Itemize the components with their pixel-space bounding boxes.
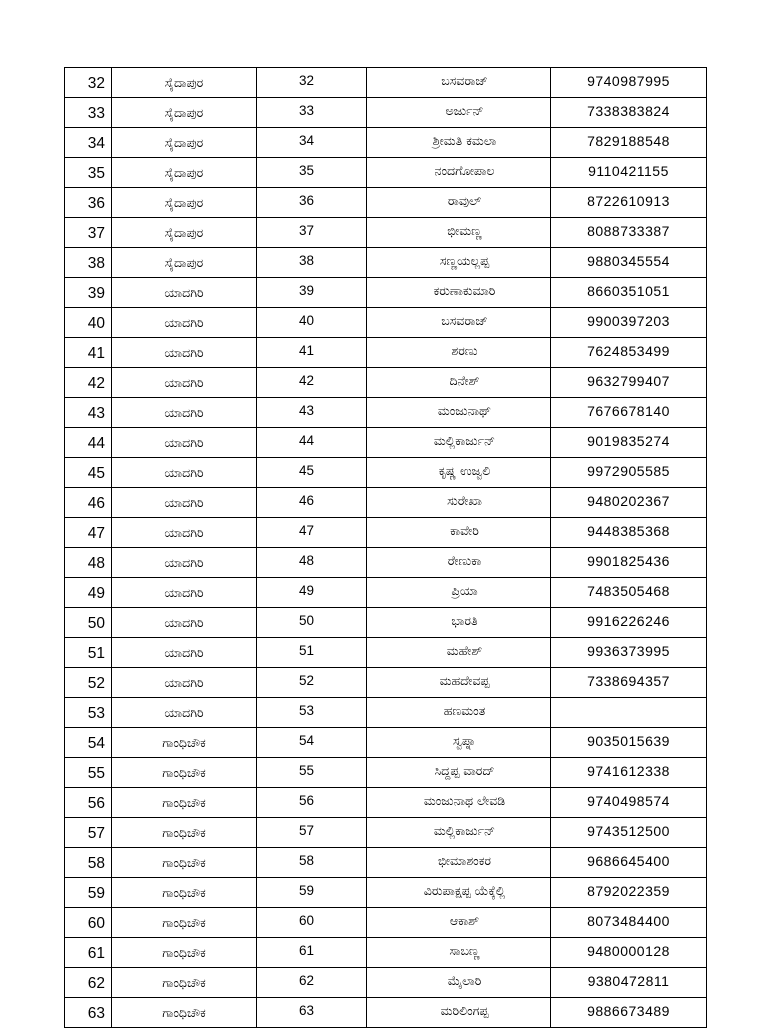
serial-number-cell: 55 bbox=[65, 758, 112, 788]
ward-number-cell: 44 bbox=[257, 428, 367, 458]
phone-number-cell: 7338694357 bbox=[551, 668, 707, 698]
table-row bbox=[65, 98, 707, 128]
table-row bbox=[65, 908, 707, 938]
serial-number-cell: 44 bbox=[65, 428, 112, 458]
person-name-cell: ಕಾವೇರಿ bbox=[367, 518, 551, 548]
table-row bbox=[65, 338, 707, 368]
table-row bbox=[65, 428, 707, 458]
serial-number-cell: 59 bbox=[65, 878, 112, 908]
place-cell: ಸೈದಾಪುರ bbox=[112, 188, 257, 218]
table-row bbox=[65, 278, 707, 308]
table-row bbox=[65, 218, 707, 248]
person-name-cell: ಶರಣು bbox=[367, 338, 551, 368]
contact-table bbox=[64, 67, 707, 1028]
ward-number-cell: 42 bbox=[257, 368, 367, 398]
person-name-cell: ಮರಿಲಿಂಗಪ್ಪ bbox=[367, 998, 551, 1028]
ward-number-cell: 32 bbox=[257, 68, 367, 98]
table-row bbox=[65, 668, 707, 698]
phone-number-cell: 9936373995 bbox=[551, 638, 707, 668]
place-cell: ಸೈದಾಪುರ bbox=[112, 248, 257, 278]
table-row bbox=[65, 968, 707, 998]
serial-number-cell: 58 bbox=[65, 848, 112, 878]
serial-number-cell: 50 bbox=[65, 608, 112, 638]
place-cell: ಯಾದಗಿರಿ bbox=[112, 428, 257, 458]
phone-number-cell: 7338383824 bbox=[551, 98, 707, 128]
phone-number-cell: 8722610913 bbox=[551, 188, 707, 218]
person-name-cell: ಪ್ರಿಯಾ bbox=[367, 578, 551, 608]
ward-number-cell: 50 bbox=[257, 608, 367, 638]
phone-number-cell: 9686645400 bbox=[551, 848, 707, 878]
table-row bbox=[65, 158, 707, 188]
phone-number-cell: 9743512500 bbox=[551, 818, 707, 848]
table-row bbox=[65, 578, 707, 608]
serial-number-cell: 49 bbox=[65, 578, 112, 608]
person-name-cell: ಬಸವರಾಜ್ bbox=[367, 308, 551, 338]
ward-number-cell: 53 bbox=[257, 698, 367, 728]
ward-number-cell: 33 bbox=[257, 98, 367, 128]
place-cell: ಯಾದಗಿರಿ bbox=[112, 518, 257, 548]
person-name-cell: ಹಣಮಂತ bbox=[367, 698, 551, 728]
serial-number-cell: 63 bbox=[65, 998, 112, 1028]
ward-number-cell: 60 bbox=[257, 908, 367, 938]
ward-number-cell: 34 bbox=[257, 128, 367, 158]
phone-number-cell: 9741612338 bbox=[551, 758, 707, 788]
ward-number-cell: 36 bbox=[257, 188, 367, 218]
serial-number-cell: 62 bbox=[65, 968, 112, 998]
person-name-cell: ಆಕಾಶ್ bbox=[367, 908, 551, 938]
ward-number-cell: 57 bbox=[257, 818, 367, 848]
phone-number-cell: 9632799407 bbox=[551, 368, 707, 398]
phone-number-cell: 9880345554 bbox=[551, 248, 707, 278]
serial-number-cell: 56 bbox=[65, 788, 112, 818]
ward-number-cell: 49 bbox=[257, 578, 367, 608]
place-cell: ಯಾದಗಿರಿ bbox=[112, 398, 257, 428]
person-name-cell: ರಾವುಲ್ bbox=[367, 188, 551, 218]
person-name-cell: ಸುರೇಖಾ bbox=[367, 488, 551, 518]
ward-number-cell: 48 bbox=[257, 548, 367, 578]
phone-number-cell: 9972905585 bbox=[551, 458, 707, 488]
place-cell: ಗಾಂಧಿಚೌಕ bbox=[112, 998, 257, 1028]
place-cell: ಯಾದಗಿರಿ bbox=[112, 578, 257, 608]
table-row bbox=[65, 608, 707, 638]
person-name-cell: ಭಾರತಿ bbox=[367, 608, 551, 638]
phone-number-cell: 7483505468 bbox=[551, 578, 707, 608]
place-cell: ಯಾದಗಿರಿ bbox=[112, 638, 257, 668]
person-name-cell: ವಿರುಪಾಕ್ಷಪ್ಪ ಯೆಕ್ಕೆಲ್ಲಿ bbox=[367, 878, 551, 908]
person-name-cell: ಮಲ್ಲಿಕಾರ್ಜುನ್ bbox=[367, 818, 551, 848]
table-row bbox=[65, 638, 707, 668]
ward-number-cell: 38 bbox=[257, 248, 367, 278]
serial-number-cell: 41 bbox=[65, 338, 112, 368]
person-name-cell: ಭೀಮಣ್ಣ bbox=[367, 218, 551, 248]
serial-number-cell: 51 bbox=[65, 638, 112, 668]
table-row bbox=[65, 818, 707, 848]
place-cell: ಸೈದಾಪುರ bbox=[112, 128, 257, 158]
serial-number-cell: 47 bbox=[65, 518, 112, 548]
person-name-cell: ಭೀಮಾಶಂಕರ bbox=[367, 848, 551, 878]
ward-number-cell: 45 bbox=[257, 458, 367, 488]
place-cell: ಸೈದಾಪುರ bbox=[112, 68, 257, 98]
place-cell: ಯಾದಗಿರಿ bbox=[112, 488, 257, 518]
table-row bbox=[65, 188, 707, 218]
phone-number-cell: 9448385368 bbox=[551, 518, 707, 548]
phone-number-cell: 9019835274 bbox=[551, 428, 707, 458]
serial-number-cell: 60 bbox=[65, 908, 112, 938]
table-row bbox=[65, 998, 707, 1028]
phone-number-cell: 8088733387 bbox=[551, 218, 707, 248]
phone-number-cell: 9901825436 bbox=[551, 548, 707, 578]
phone-number-cell: 9380472811 bbox=[551, 968, 707, 998]
person-name-cell: ಮಂಜುನಾಥ್ bbox=[367, 398, 551, 428]
ward-number-cell: 62 bbox=[257, 968, 367, 998]
phone-number-cell: 7624853499 bbox=[551, 338, 707, 368]
ward-number-cell: 61 bbox=[257, 938, 367, 968]
place-cell: ಗಾಂಧಿಚೌಕ bbox=[112, 938, 257, 968]
contact-table-body bbox=[65, 68, 707, 1028]
ward-number-cell: 41 bbox=[257, 338, 367, 368]
ward-number-cell: 40 bbox=[257, 308, 367, 338]
person-name-cell: ಮಲ್ಲಿಕಾರ್ಜುನ್ bbox=[367, 428, 551, 458]
serial-number-cell: 57 bbox=[65, 818, 112, 848]
table-row bbox=[65, 128, 707, 158]
table-row bbox=[65, 308, 707, 338]
table-row bbox=[65, 728, 707, 758]
table-row bbox=[65, 698, 707, 728]
ward-number-cell: 58 bbox=[257, 848, 367, 878]
place-cell: ಸೈದಾಪುರ bbox=[112, 218, 257, 248]
serial-number-cell: 36 bbox=[65, 188, 112, 218]
table-row bbox=[65, 938, 707, 968]
person-name-cell: ಸಾಬಣ್ಣ bbox=[367, 938, 551, 968]
place-cell: ಗಾಂಧಿಚೌಕ bbox=[112, 908, 257, 938]
person-name-cell: ಅರ್ಜುನ್ bbox=[367, 98, 551, 128]
ward-number-cell: 52 bbox=[257, 668, 367, 698]
ward-number-cell: 54 bbox=[257, 728, 367, 758]
ward-number-cell: 35 bbox=[257, 158, 367, 188]
place-cell: ಗಾಂಧಿಚೌಕ bbox=[112, 758, 257, 788]
person-name-cell: ಮಂಜುನಾಥ ಲೇವಡಿ bbox=[367, 788, 551, 818]
person-name-cell: ಬಸವರಾಜ್ bbox=[367, 68, 551, 98]
place-cell: ಯಾದಗಿರಿ bbox=[112, 368, 257, 398]
phone-number-cell bbox=[551, 698, 707, 728]
phone-number-cell: 9740987995 bbox=[551, 68, 707, 98]
serial-number-cell: 42 bbox=[65, 368, 112, 398]
ward-number-cell: 51 bbox=[257, 638, 367, 668]
serial-number-cell: 35 bbox=[65, 158, 112, 188]
place-cell: ಯಾದಗಿರಿ bbox=[112, 308, 257, 338]
person-name-cell: ಮೈಲಾರಿ bbox=[367, 968, 551, 998]
phone-number-cell: 9480000128 bbox=[551, 938, 707, 968]
table-row bbox=[65, 518, 707, 548]
phone-number-cell: 9886673489 bbox=[551, 998, 707, 1028]
table-row bbox=[65, 548, 707, 578]
place-cell: ಸೈದಾಪುರ bbox=[112, 98, 257, 128]
serial-number-cell: 33 bbox=[65, 98, 112, 128]
phone-number-cell: 8660351051 bbox=[551, 278, 707, 308]
ward-number-cell: 39 bbox=[257, 278, 367, 308]
serial-number-cell: 43 bbox=[65, 398, 112, 428]
phone-number-cell: 9900397203 bbox=[551, 308, 707, 338]
place-cell: ಗಾಂಧಿಚೌಕ bbox=[112, 728, 257, 758]
serial-number-cell: 32 bbox=[65, 68, 112, 98]
serial-number-cell: 46 bbox=[65, 488, 112, 518]
phone-number-cell: 9110421155 bbox=[551, 158, 707, 188]
table-row bbox=[65, 788, 707, 818]
serial-number-cell: 45 bbox=[65, 458, 112, 488]
serial-number-cell: 53 bbox=[65, 698, 112, 728]
place-cell: ಯಾದಗಿರಿ bbox=[112, 548, 257, 578]
serial-number-cell: 52 bbox=[65, 668, 112, 698]
person-name-cell: ದಿನೇಶ್ bbox=[367, 368, 551, 398]
ward-number-cell: 46 bbox=[257, 488, 367, 518]
ward-number-cell: 59 bbox=[257, 878, 367, 908]
place-cell: ಗಾಂಧಿಚೌಕ bbox=[112, 878, 257, 908]
place-cell: ಗಾಂಧಿಚೌಕ bbox=[112, 968, 257, 998]
serial-number-cell: 37 bbox=[65, 218, 112, 248]
serial-number-cell: 39 bbox=[65, 278, 112, 308]
serial-number-cell: 54 bbox=[65, 728, 112, 758]
person-name-cell: ಸಿದ್ದಪ್ಪ ವಾರದ್ bbox=[367, 758, 551, 788]
table-row bbox=[65, 878, 707, 908]
phone-number-cell: 8792022359 bbox=[551, 878, 707, 908]
table-row bbox=[65, 398, 707, 428]
table-row bbox=[65, 848, 707, 878]
person-name-cell: ಮಹೇಶ್ bbox=[367, 638, 551, 668]
serial-number-cell: 48 bbox=[65, 548, 112, 578]
place-cell: ಯಾದಗಿರಿ bbox=[112, 338, 257, 368]
table-row bbox=[65, 248, 707, 278]
phone-number-cell: 7676678140 bbox=[551, 398, 707, 428]
ward-number-cell: 47 bbox=[257, 518, 367, 548]
person-name-cell: ಕರುಣಾಕುಮಾರಿ bbox=[367, 278, 551, 308]
place-cell: ಗಾಂಧಿಚೌಕ bbox=[112, 788, 257, 818]
table-row bbox=[65, 68, 707, 98]
phone-number-cell: 9480202367 bbox=[551, 488, 707, 518]
table-row bbox=[65, 368, 707, 398]
person-name-cell: ಮಹದೇವಪ್ಪ bbox=[367, 668, 551, 698]
place-cell: ಗಾಂಧಿಚೌಕ bbox=[112, 818, 257, 848]
ward-number-cell: 37 bbox=[257, 218, 367, 248]
serial-number-cell: 40 bbox=[65, 308, 112, 338]
phone-number-cell: 7829188548 bbox=[551, 128, 707, 158]
place-cell: ಯಾದಗಿರಿ bbox=[112, 698, 257, 728]
place-cell: ಯಾದಗಿರಿ bbox=[112, 278, 257, 308]
person-name-cell: ನಂದಗೋಪಾಲ bbox=[367, 158, 551, 188]
place-cell: ಯಾದಗಿರಿ bbox=[112, 608, 257, 638]
person-name-cell: ಸ್ವಪ್ನಾ bbox=[367, 728, 551, 758]
ward-number-cell: 56 bbox=[257, 788, 367, 818]
ward-number-cell: 55 bbox=[257, 758, 367, 788]
serial-number-cell: 38 bbox=[65, 248, 112, 278]
phone-number-cell: 8073484400 bbox=[551, 908, 707, 938]
place-cell: ಯಾದಗಿರಿ bbox=[112, 458, 257, 488]
serial-number-cell: 61 bbox=[65, 938, 112, 968]
place-cell: ಸೈದಾಪುರ bbox=[112, 158, 257, 188]
phone-number-cell: 9035015639 bbox=[551, 728, 707, 758]
table-row bbox=[65, 758, 707, 788]
place-cell: ಯಾದಗಿರಿ bbox=[112, 668, 257, 698]
serial-number-cell: 34 bbox=[65, 128, 112, 158]
person-name-cell: ಶ್ರೀಮತಿ ಕಮಲಾ bbox=[367, 128, 551, 158]
person-name-cell: ರೇಣುಕಾ bbox=[367, 548, 551, 578]
place-cell: ಗಾಂಧಿಚೌಕ bbox=[112, 848, 257, 878]
person-name-cell: ಕೃಷ್ಣ ಉಜ್ವಲಿ bbox=[367, 458, 551, 488]
ward-number-cell: 43 bbox=[257, 398, 367, 428]
ward-number-cell: 63 bbox=[257, 998, 367, 1028]
table-row bbox=[65, 458, 707, 488]
phone-number-cell: 9740498574 bbox=[551, 788, 707, 818]
person-name-cell: ಸಣ್ಣಯಲ್ಲಪ್ಪ bbox=[367, 248, 551, 278]
table-row bbox=[65, 488, 707, 518]
phone-number-cell: 9916226246 bbox=[551, 608, 707, 638]
